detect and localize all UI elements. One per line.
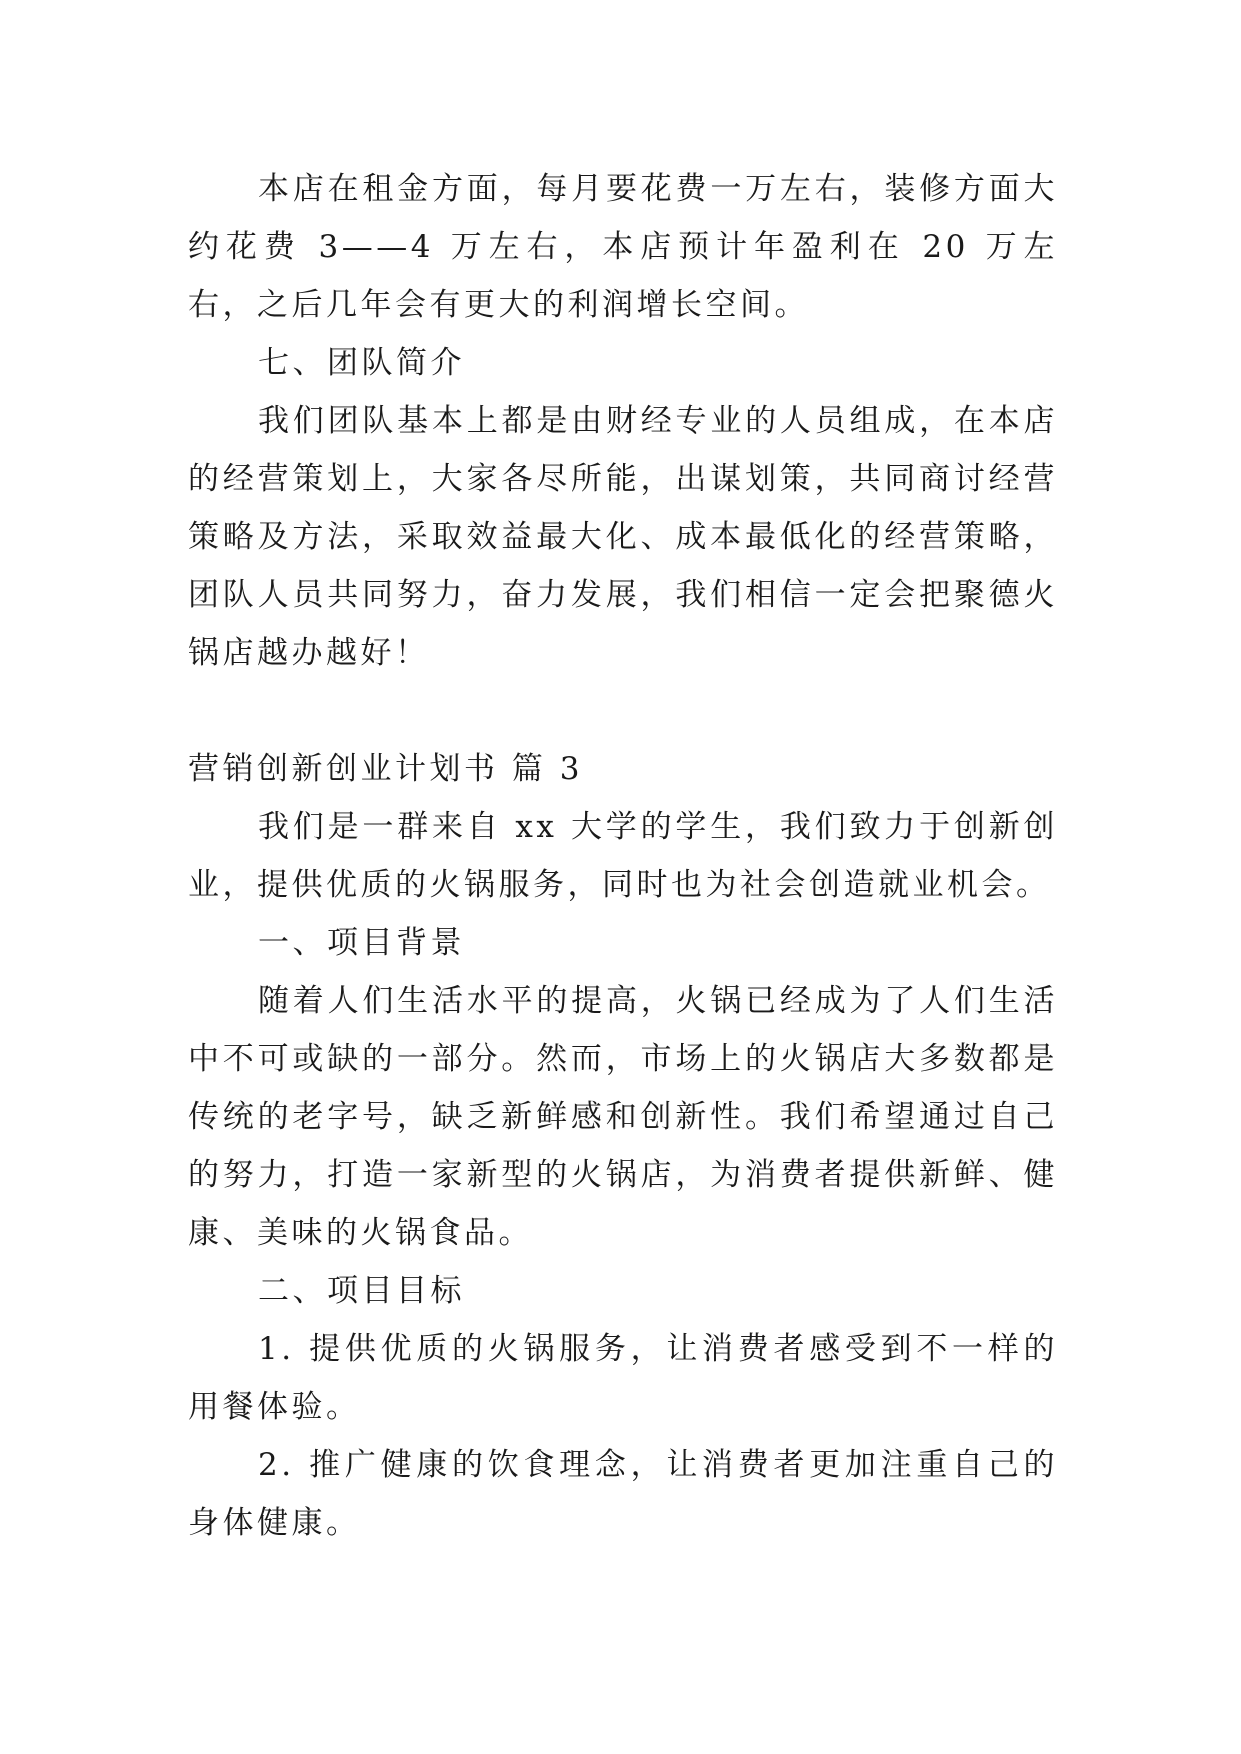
paragraph-goal-2: 2. 推广健康的饮食理念，让消费者更加注重自己的身体健康。 <box>188 1447 1058 1541</box>
heading-project-goals: 二、项目目标 <box>258 1273 465 1309</box>
section-title: 营销创新创业计划书 篇 3 <box>188 751 583 787</box>
paragraph-team: 我们团队基本上都是由财经专业的人员组成，在本店的经营策划上，大家各尽所能，出谋划策，共同商讨经营策略及方法，采取效益最大化、成本最低化的经营策略，团队人员共同努力，奋力发展，我们相信一定会把聚德火锅店越办越好！ <box>188 403 1058 671</box>
section-spacer <box>188 682 1058 740</box>
paragraph-intro: 我们是一群来自 xx 大学的学生，我们致力于创新创业，提供优质的火锅服务，同时也为社会创造就业机会。 <box>188 809 1058 903</box>
paragraph-goal-1: 1. 提供优质的火锅服务，让消费者感受到不一样的用餐体验。 <box>188 1331 1058 1425</box>
paragraph-background: 随着人们生活水平的提高，火锅已经成为了人们生活中不可或缺的一部分。然而，市场上的火锅店大多数都是传统的老字号，缺乏新鲜感和创新性。我们希望通过自己的努力，打造一家新型的火锅店，为消费者提供新鲜、健康、美味的火锅食品。 <box>188 983 1058 1251</box>
heading-team-intro: 七、团队简介 <box>258 345 465 381</box>
paragraph-rent-cost: 本店在租金方面，每月要花费一万左右，装修方面大约花费 3——4 万左右，本店预计年盈利在 20 万左右，之后几年会有更大的利润增长空间。 <box>188 171 1058 323</box>
heading-project-background: 一、项目背景 <box>258 925 465 961</box>
document-body <box>188 160 1058 1552</box>
